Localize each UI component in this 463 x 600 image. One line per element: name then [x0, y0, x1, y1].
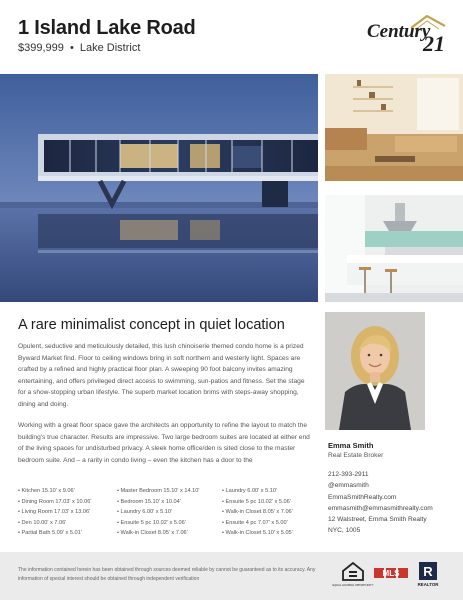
agent-contact [328, 469, 433, 537]
realtor-label: REALTOR [417, 582, 439, 587]
living-room-illustration [325, 74, 463, 181]
listing-title: 1 Island Lake Road [18, 17, 196, 39]
room-list-column-2 [117, 486, 199, 539]
room-item: • Dining Room 17.03' x 10.06' [18, 498, 92, 505]
listing-price: $399,999 [18, 42, 64, 54]
century21-logo [365, 10, 451, 56]
mls-icon [374, 566, 408, 584]
thumbnail-living-room [325, 74, 463, 181]
equal-housing-label: EQUAL HOUSING OPPORTUNITY [332, 584, 374, 587]
room-item: • Ensuite 5 pc 10.02' x 5.06' [117, 519, 186, 526]
realtor-mark: R [423, 564, 433, 579]
mls-label: MLS [382, 569, 400, 578]
room-item: • Master Bedroom 15.10' x 14.10' [117, 488, 200, 494]
agent-website[interactable]: EmmaSmithRealty.com [328, 493, 397, 501]
agent-phone[interactable]: 212-393-2911 [328, 471, 369, 478]
thumbnail-kitchen [325, 195, 463, 302]
listing-area: Lake District [79, 42, 141, 54]
disclaimer-text: The information contained herein has been obtained through sources deemed reliable by cannot be guaranteed as to its accuracy. Any information of special interest should be obtained through independent verification [18, 567, 316, 582]
listing-header [0, 0, 463, 74]
footer [0, 552, 463, 600]
room-item: • Bedroom 15.10' x 10.04' [117, 498, 181, 505]
listing-headline: A rare minimalist concept in quiet location [18, 317, 285, 333]
room-list-column-1 [18, 486, 91, 539]
agent-name: Emma Smith [328, 441, 374, 450]
hero-image [0, 74, 318, 302]
separator-dot: • [69, 42, 74, 54]
room-list-column-3 [222, 486, 293, 539]
room-item: • Walk-in Closet 8.05' x 7.06' [222, 509, 293, 515]
room-item: • Walk-in Closet 8.05' x 7.06' [117, 530, 188, 536]
agent-title: Real Estate Broker [328, 452, 384, 459]
equal-housing-graphic [332, 560, 374, 588]
room-item: • Living Room 17.03' x 13.06' [18, 509, 91, 515]
description-paragraph-2: Working with a great floor space gave the architects an opportunity to refine the layout to match the building's true character. Results are impressive. Two large bedroom suites are located at either end of the living spaces for undisturbed privacy. A sleek home office/den is sited close to the master bedroom suite. And – a rarity in condo living – even the kitchen has a door to the [18, 422, 310, 464]
agent-portrait-illustration [325, 312, 425, 430]
mls-graphic [374, 567, 408, 579]
room-item: • Partial Bath 5.09' x 5.01' [18, 530, 82, 536]
agent-handle[interactable]: @emmasmith [328, 482, 369, 490]
realtor-icon [418, 561, 438, 594]
room-item: • Walk-in Closet 5.10' x 5.05' [222, 530, 293, 536]
room-item: • Den 10.00' x 7.06' [18, 519, 67, 526]
agent-photo [325, 312, 425, 430]
room-item: • Ensuite 4 pc 7.07' x 5.00' [222, 519, 288, 526]
realtor-graphic [418, 561, 438, 589]
logo-number: 21 [423, 31, 445, 56]
room-item: • Laundry 6.00' x 5.10' [117, 509, 173, 515]
agent-email[interactable]: emmasmith@emmasmithrealty.com [328, 504, 433, 512]
agent-address-line-1: 12 Walstreet, Emma Smith Realty [328, 516, 427, 524]
century21-logo-graphic [365, 10, 451, 56]
agent-address-line-2: NYC, 1005 [328, 527, 361, 535]
description-paragraph-1: Opulent, seductive and meticulously detailed, this lush chinoiserie themed condo home is a prized Byward Market find. Floor to ceiling windows bring in soft northern and westerly light. Spaces are crafted by a refined and highly practical floor plan. A sweeping 90 foot balcony invites amazing entertaining, and offers privileged direct access to swimming, sun-patios and fitness. Set the stage for a show-stopping urban lifestyle. The superb market location brims with steps-away shopping, dining and doing. [18, 343, 305, 408]
logo-text: Century [367, 21, 431, 42]
listing-subline [18, 42, 140, 54]
room-item: • Ensuite 5 pc 10.02' x 5.06' [222, 498, 291, 505]
room-item: • Laundry 6.00' x 5.10' [222, 488, 278, 494]
room-item: • Kitchen 15.10' x 9.06' [18, 488, 75, 494]
kitchen-illustration [325, 195, 463, 302]
equal-housing-icon [332, 560, 374, 593]
modern-house-illustration [0, 74, 318, 302]
